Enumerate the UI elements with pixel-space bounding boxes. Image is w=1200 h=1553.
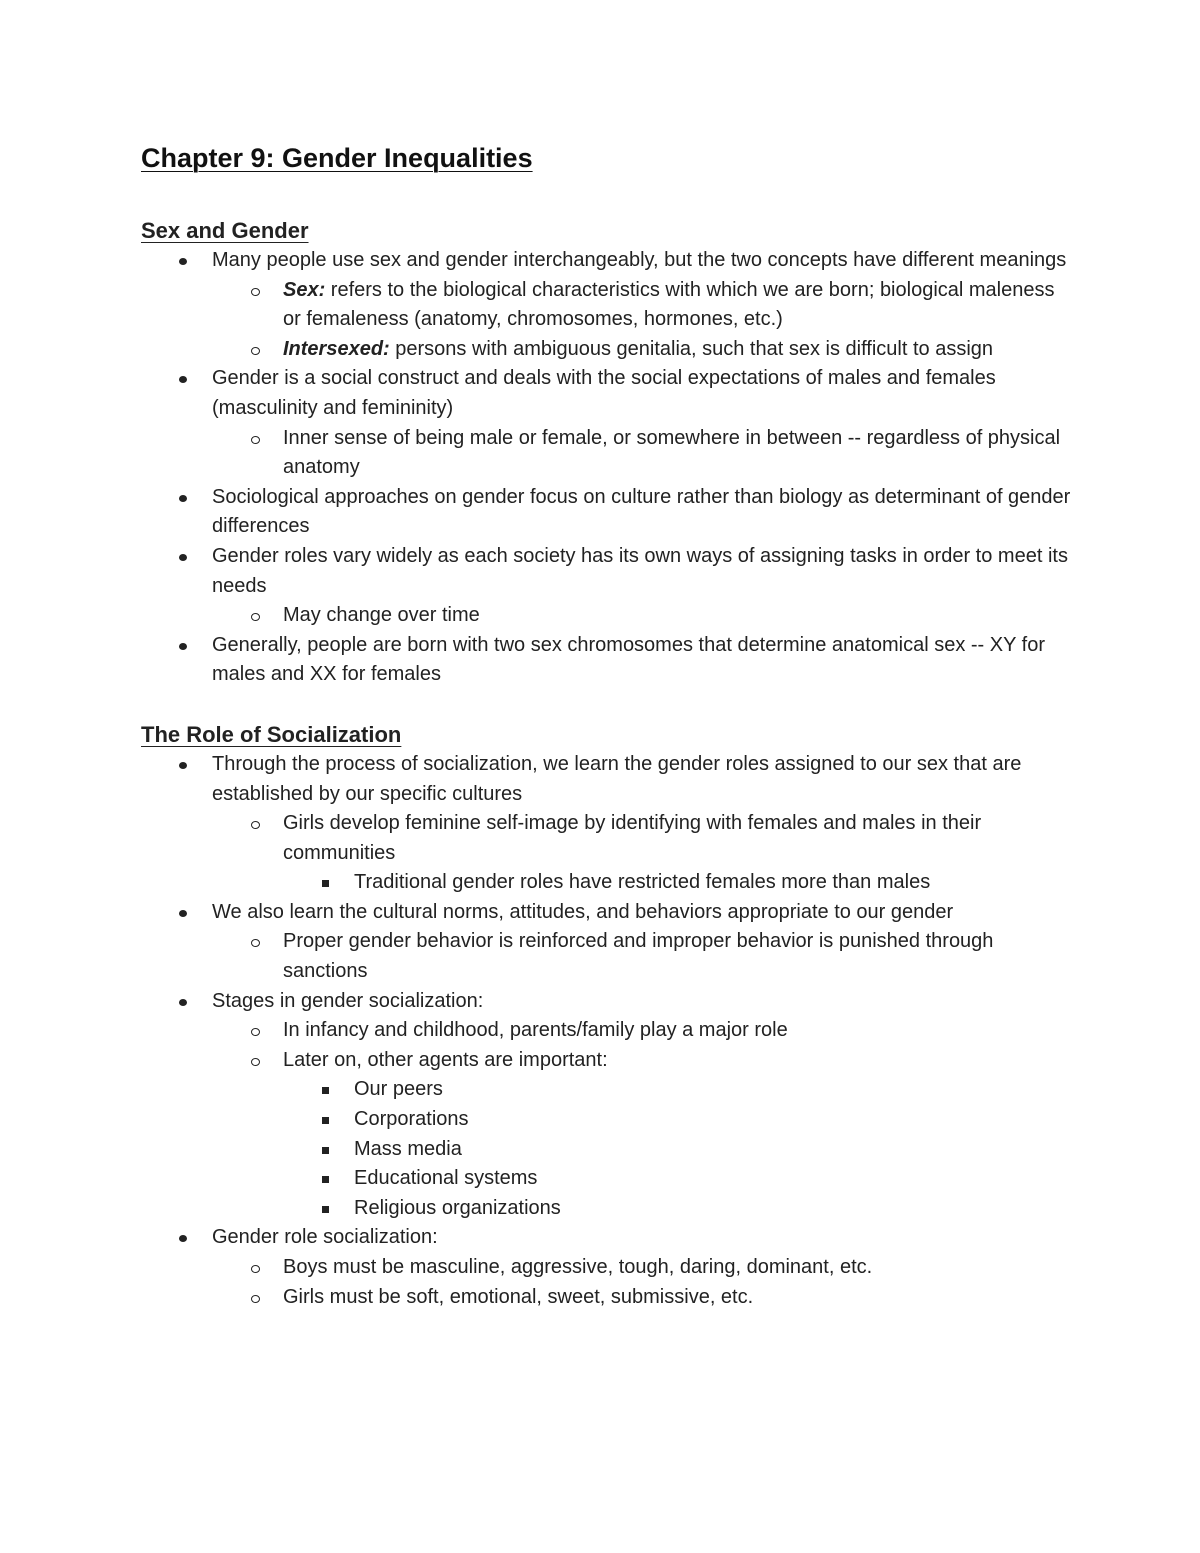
list-item (141, 246, 1071, 364)
list-item-text: Proper gender behavior is reinforced and improper behavior is punished through sanctions (283, 930, 994, 983)
bullet-circle-icon (251, 939, 260, 947)
term-label: Sex: (283, 278, 326, 301)
list-item (212, 927, 1071, 986)
list-item (212, 1283, 1071, 1313)
sub-list (141, 1016, 1071, 1223)
bullet-circle-icon (251, 613, 260, 621)
bullet-circle-icon (251, 1058, 260, 1066)
bullet-square-icon (322, 1117, 329, 1124)
sub-list (141, 424, 1071, 483)
sub-list (141, 927, 1071, 986)
list-item-text: persons with ambiguous genitalia, such that sex is difficult to assign (389, 337, 994, 360)
bullet-disc-icon (179, 376, 187, 383)
bullet-list (141, 246, 1071, 690)
bullet-list (141, 750, 1071, 1312)
list-item-text: In infancy and childhood, parents/family play a major role (283, 1019, 788, 1042)
list-item-text: refers to the biological characteristics with which we are born; biological maleness or femaleness (anatomy, chromosomes, hormones, etc.) (283, 278, 1055, 331)
list-item-text: Stages in gender socialization: (212, 989, 484, 1012)
list-item-text: Corporations (354, 1108, 469, 1131)
list-item (212, 1253, 1071, 1283)
list-item-text: We also learn the cultural norms, attitudes, and behaviors appropriate to our gender (212, 900, 954, 923)
bullet-square-icon (322, 1147, 329, 1154)
list-item-text: Inner sense of being male or female, or somewhere in between -- regardless of physical anatomy (283, 426, 1061, 479)
list-item (141, 1223, 1071, 1312)
list-item-text: Girls develop feminine self-image by identifying with females and males in their communities (283, 812, 982, 864)
bullet-square-icon (322, 1176, 329, 1183)
list-item (283, 1164, 1071, 1194)
sub-list (141, 1253, 1071, 1312)
bullet-disc-icon (179, 999, 187, 1006)
list-item (141, 898, 1071, 987)
sub-list (141, 809, 1071, 898)
bullet-disc-icon (179, 495, 187, 502)
list-item (212, 809, 1071, 898)
bullet-circle-icon (251, 821, 260, 829)
list-item-text: Girls must be soft, emotional, sweet, submissive, etc. (283, 1285, 754, 1308)
bullet-circle-icon (251, 347, 260, 355)
bullet-circle-icon (251, 436, 260, 444)
list-item (212, 1046, 1071, 1224)
section-role-of-socialization (141, 720, 1071, 1312)
bullet-disc-icon (179, 554, 187, 561)
list-item (141, 750, 1071, 898)
list-item-text: Boys must be masculine, aggressive, tough, daring, dominant, etc. (283, 1256, 873, 1278)
section-sex-and-gender (141, 216, 1071, 690)
list-item-text: Later on, other agents are important: (283, 1048, 608, 1071)
list-item-text: Educational systems (354, 1167, 538, 1190)
list-item-text: Gender is a social construct and deals with the social expectations of males and females (masculinity and femininity) (212, 367, 996, 419)
sub-list (141, 276, 1071, 365)
list-item-text: Sociological approaches on gender focus on culture rather than biology as determinant of gender differences (212, 485, 1071, 538)
bullet-circle-icon (251, 1295, 260, 1303)
bullet-square-icon (322, 880, 329, 887)
sub-list (141, 601, 1071, 631)
section-heading: The Role of Socialization (141, 721, 402, 747)
list-item (212, 601, 1071, 631)
bullet-disc-icon (179, 762, 187, 769)
list-item-text: Mass media (354, 1137, 462, 1160)
list-item (283, 1075, 1071, 1105)
bullet-circle-icon (251, 1265, 260, 1273)
list-item-text: Traditional gender roles have restricted females more than males (354, 871, 931, 894)
page-title: Chapter 9: Gender Inequalities (141, 143, 533, 173)
list-item-text: Generally, people are born with two sex chromosomes that determine anatomical sex -- XY for males and XX for females (212, 633, 1045, 686)
list-item (212, 335, 1071, 365)
bullet-disc-icon (179, 258, 187, 265)
bullet-disc-icon (179, 1235, 187, 1242)
list-item-text: Gender roles vary widely as each society has its own ways of assigning tasks in order to meet its needs (212, 544, 1068, 597)
list-item (141, 631, 1071, 690)
bullet-square-icon (322, 1087, 329, 1094)
bullet-disc-icon (179, 910, 187, 917)
list-item (212, 1016, 1071, 1046)
list-item-text: Gender role socialization: (212, 1226, 438, 1249)
bullet-disc-icon (179, 643, 187, 650)
list-item-text: May change over time (283, 604, 480, 627)
term-label: Intersexed: (283, 337, 390, 360)
list-item (283, 1105, 1071, 1135)
list-item (283, 1194, 1071, 1224)
bullet-circle-icon (251, 288, 260, 296)
list-item (141, 542, 1071, 631)
bullet-circle-icon (251, 1028, 260, 1036)
list-item (283, 868, 1071, 898)
bullet-square-icon (322, 1206, 329, 1213)
list-item-text: Religious organizations (354, 1196, 561, 1219)
list-item-text: Many people use sex and gender interchangeably, but the two concepts have different meanings (212, 249, 1067, 271)
list-item (212, 424, 1071, 483)
list-item (141, 483, 1071, 542)
list-item (212, 276, 1071, 335)
list-item (283, 1135, 1071, 1165)
list-item-text: Through the process of socialization, we learn the gender roles assigned to our sex that are established by our specific cultures (212, 752, 1022, 805)
section-heading: Sex and Gender (141, 218, 309, 243)
list-item (141, 987, 1071, 1224)
document-page (141, 138, 1071, 1312)
list-item-text: Our peers (354, 1078, 443, 1101)
sub-sub-list (283, 868, 1071, 898)
sub-sub-list (283, 1075, 1071, 1223)
list-item (141, 364, 1071, 482)
